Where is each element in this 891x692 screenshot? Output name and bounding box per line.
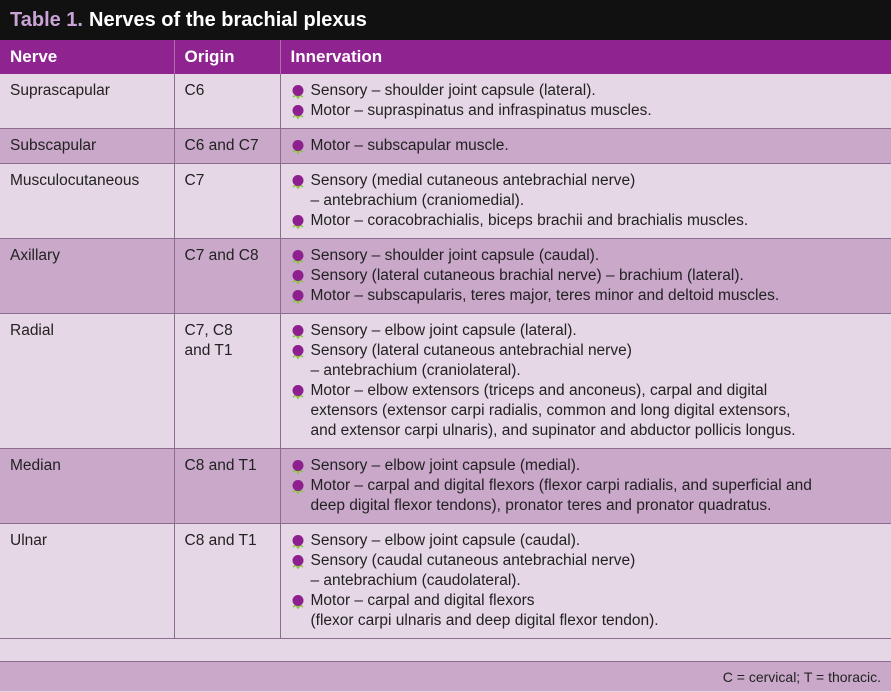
thistle-bullet-icon: [291, 479, 305, 495]
header-row: [0, 40, 891, 74]
innervation-list: [291, 246, 882, 306]
innervation-item: [291, 246, 882, 266]
nerve-cell: Suprascapular: [0, 74, 174, 129]
innervation-line: Sensory (lateral cutaneous brachial nerve) – brachium (lateral).: [310, 267, 744, 284]
thistle-bullet-icon: [291, 554, 305, 570]
thistle-bullet-icon: [291, 534, 305, 550]
table-number: Table 1.: [10, 8, 83, 31]
innervation-item: [291, 476, 882, 516]
innervation-cell: [280, 164, 891, 239]
innervation-item: [291, 171, 882, 211]
innervation-line: Motor – elbow extensors (triceps and anconeus), carpal and digital: [310, 382, 768, 399]
innervation-item: [291, 101, 882, 121]
thistle-bullet-icon: [291, 249, 305, 265]
header-nerve: Nerve: [0, 40, 174, 74]
innervation-list: [291, 531, 882, 631]
table-row: [0, 129, 891, 164]
thistle-bullet-icon: [291, 324, 305, 340]
table-row: [0, 524, 891, 639]
nerve-cell: Musculocutaneous: [0, 164, 174, 239]
innervation-line: Motor – subscapular muscle.: [310, 137, 509, 154]
thistle-bullet-icon: [291, 84, 305, 100]
nerve-cell: Radial: [0, 314, 174, 449]
innervation-line: Motor – carpal and digital flexors: [310, 592, 535, 609]
thistle-bullet-icon: [291, 594, 305, 610]
innervation-line: Sensory – shoulder joint capsule (lateral).: [310, 82, 596, 99]
innervation-item: [291, 531, 882, 551]
innervation-item: [291, 341, 882, 381]
table-row: [0, 449, 891, 524]
table-row: [0, 164, 891, 239]
innervation-line: Motor – carpal and digital flexors (flexor carpi radialis, and superficial and: [310, 477, 812, 494]
innervation-item: [291, 286, 882, 306]
thistle-bullet-icon: [291, 214, 305, 230]
innervation-line: Sensory – elbow joint capsule (lateral).: [310, 322, 577, 339]
header-origin: Origin: [174, 40, 280, 74]
innervation-cell: [280, 314, 891, 449]
table-row: [0, 314, 891, 449]
innervation-line: Sensory (medial cutaneous antebrachial nerve): [310, 172, 636, 189]
origin-cell: C8 and T1: [174, 449, 280, 524]
innervation-cell: [280, 74, 891, 129]
table-title-text: Nerves of the brachial plexus: [89, 8, 367, 31]
innervation-item: [291, 381, 882, 441]
thistle-bullet-icon: [291, 459, 305, 475]
thistle-bullet-icon: [291, 384, 305, 400]
innervation-line: – antebrachium (craniomedial).: [310, 192, 525, 209]
innervation-line: Sensory – elbow joint capsule (caudal).: [310, 532, 581, 549]
innervation-cell: [280, 524, 891, 639]
thistle-bullet-icon: [291, 344, 305, 360]
innervation-line: and extensor carpi ulnaris), and supinator and abductor pollicis longus.: [310, 422, 796, 439]
innervation-item: [291, 81, 882, 101]
innervation-line: Sensory (lateral cutaneous antebrachial nerve): [310, 342, 632, 359]
nerve-cell: Median: [0, 449, 174, 524]
origin-cell: C6: [174, 74, 280, 129]
innervation-line: Sensory – elbow joint capsule (medial).: [310, 457, 581, 474]
thistle-bullet-icon: [291, 139, 305, 155]
origin-line: and T1: [184, 342, 233, 359]
origin-cell: C8 and T1: [174, 524, 280, 639]
innervation-line: deep digital flexor tendons), pronator teres and pronator quadratus.: [310, 497, 772, 514]
innervation-item: [291, 456, 882, 476]
innervation-item: [291, 551, 882, 591]
innervation-line: Motor – supraspinatus and infraspinatus muscles.: [310, 102, 652, 119]
nerve-cell: Axillary: [0, 239, 174, 314]
origin-cell: C6 and C7: [174, 129, 280, 164]
innervation-line: Motor – coracobrachialis, biceps brachii and brachialis muscles.: [310, 212, 749, 229]
origin-cell: C7 and C8: [174, 239, 280, 314]
nerves-table: [0, 40, 891, 639]
origin-cell: [174, 314, 280, 449]
header-innervation: Innervation: [280, 40, 891, 74]
innervation-item: [291, 266, 882, 286]
nerve-cell: Subscapular: [0, 129, 174, 164]
innervation-item: [291, 591, 882, 631]
thistle-bullet-icon: [291, 104, 305, 120]
innervation-line: Motor – subscapularis, teres major, teres minor and deltoid muscles.: [310, 287, 780, 304]
thistle-bullet-icon: [291, 174, 305, 190]
innervation-line: – antebrachium (caudolateral).: [310, 572, 521, 589]
innervation-item: [291, 211, 882, 231]
innervation-item: [291, 136, 882, 156]
innervation-cell: [280, 129, 891, 164]
innervation-list: [291, 136, 882, 156]
innervation-line: Sensory – shoulder joint capsule (caudal).: [310, 247, 600, 264]
thistle-bullet-icon: [291, 289, 305, 305]
innervation-cell: [280, 239, 891, 314]
nerve-cell: Ulnar: [0, 524, 174, 639]
origin-line: C7, C8: [184, 322, 233, 339]
innervation-line: (flexor carpi ulnaris and deep digital flexor tendon).: [310, 612, 659, 629]
innervation-list: [291, 456, 882, 516]
innervation-list: [291, 171, 882, 231]
origin-cell: C7: [174, 164, 280, 239]
innervation-list: [291, 321, 882, 441]
footnote: C = cervical; T = thoracic.: [0, 661, 891, 691]
table-row: [0, 74, 891, 129]
table-title: [0, 0, 891, 40]
innervation-cell: [280, 449, 891, 524]
innervation-line: – antebrachium (craniolateral).: [310, 362, 521, 379]
innervation-item: [291, 321, 882, 341]
thistle-bullet-icon: [291, 269, 305, 285]
innervation-list: [291, 81, 882, 121]
innervation-line: Sensory (caudal cutaneous antebrachial nerve): [310, 552, 636, 569]
innervation-line: extensors (extensor carpi radialis, common and long digital extensors,: [310, 402, 791, 419]
table-row: [0, 239, 891, 314]
